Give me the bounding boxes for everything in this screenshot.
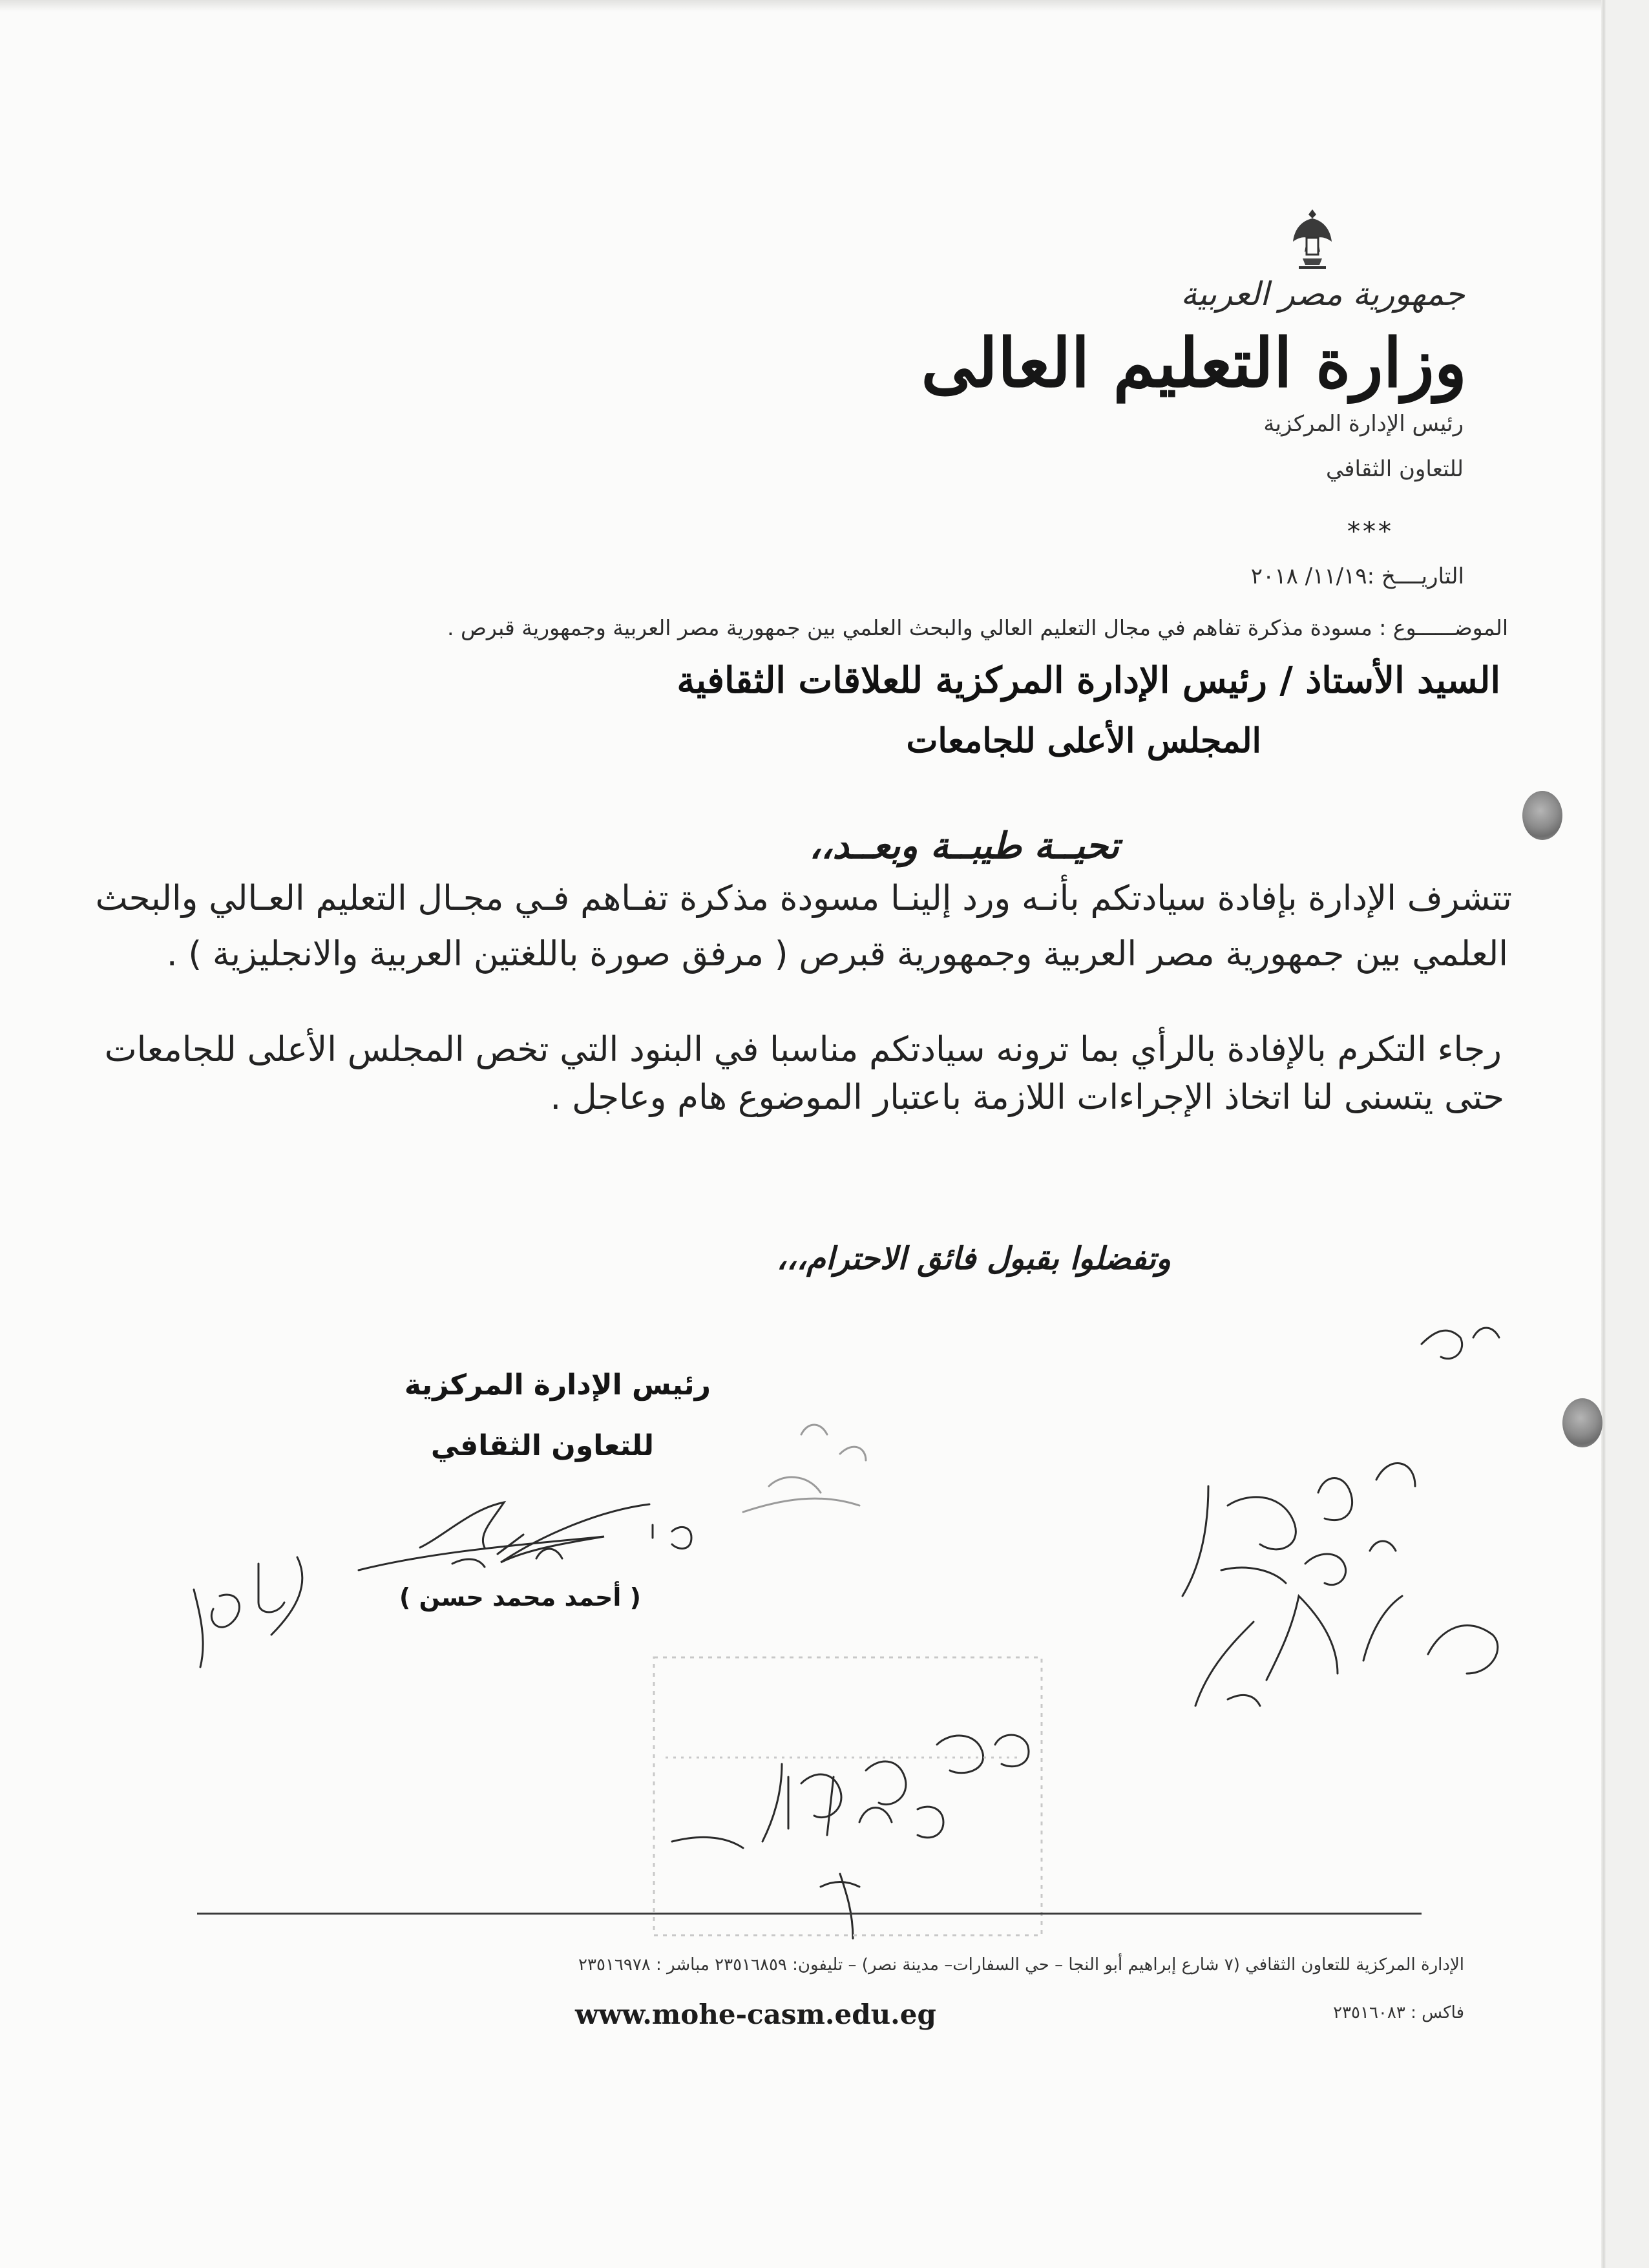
letter-date: التاريــــخ :١١/١٩/ ٢٠١٨ <box>1250 563 1464 589</box>
signature-title-line1: رئيس الإدارة المركزية <box>404 1369 711 1402</box>
paragraph2-line2: حتى يتسنى لنا اتخاذ الإجراءات اللازمة باعتبار الموضوع هام وعاجل . <box>550 1078 1504 1117</box>
signatory-name: ( أحمد محمد حسن ) <box>399 1583 641 1612</box>
greeting: تحيــة طيبــة وبعــد،، <box>809 824 1119 867</box>
letter-subject: الموضــــــوع : مسودة مذكرة تفاهم في مجال التعليم العالي والبحث العلمي بين جمهورية مصر العربية وجمهورية قبرص . <box>447 615 1508 640</box>
footer-divider <box>197 1913 1422 1915</box>
addressee-line1: السيد الأستاذ / رئيس الإدارة المركزية للعلاقات الثقافية <box>677 659 1500 702</box>
header-department-line2: للتعاون الثقافي <box>1325 456 1464 482</box>
page-fold-line <box>1601 0 1606 2268</box>
footer-address: الإدارة المركزية للتعاون الثقافي (٧ شارع إبراهيم أبو النجا – حي السفارات– مدينة نصر) – تليفون: ٢٣٥١٦٨٥٩ مباشر : ٢٣٥١٦٩٧٨ <box>578 1955 1464 1975</box>
header-separator: *** <box>1347 517 1394 547</box>
page-edge-margin <box>1606 0 1649 2268</box>
footer-website-link[interactable]: www.mohe-casm.edu.eg <box>575 1999 936 2030</box>
punch-hole-top <box>1522 791 1562 840</box>
paragraph1-line1: تتشرف الإدارة بإفادة سيادتكم بأنـه ورد إلينـا مسودة مذكرة تفـاهم فـي مجـال التعليم العـالي والبحث <box>95 879 1512 918</box>
footer-fax: فاكس : ٢٣٥١٦٠٨٣ <box>1333 2003 1464 2022</box>
page-top-shadow <box>0 0 1649 12</box>
header-ministry-name: وزارة التعليم العالى <box>921 323 1467 403</box>
eagle-emblem-icon <box>1290 205 1335 277</box>
header-republic-name: جمهورية مصر العربية <box>1181 275 1465 313</box>
paragraph2-line1: رجاء التكرم بالإفادة بالرأي بما ترونه سيادتكم مناسبا في البنود التي تخص المجلس الأعلى للجامعات <box>104 1030 1502 1069</box>
closing-phrase: وتفضلوا بقبول فائق الاحترام،،، <box>776 1241 1171 1277</box>
paragraph1-line2: العلمي بين جمهورية مصر العربية وجمهورية قبرص ( مرفق صورة باللغتين العربية والانجليزية ) . <box>166 934 1508 974</box>
header-department-line1: رئيس الإدارة المركزية <box>1263 411 1464 437</box>
addressee-line2: المجلس الأعلى للجامعات <box>906 721 1261 761</box>
punch-hole-bottom <box>1562 1398 1602 1447</box>
signature-title-line2: للتعاون الثقافي <box>430 1429 654 1462</box>
